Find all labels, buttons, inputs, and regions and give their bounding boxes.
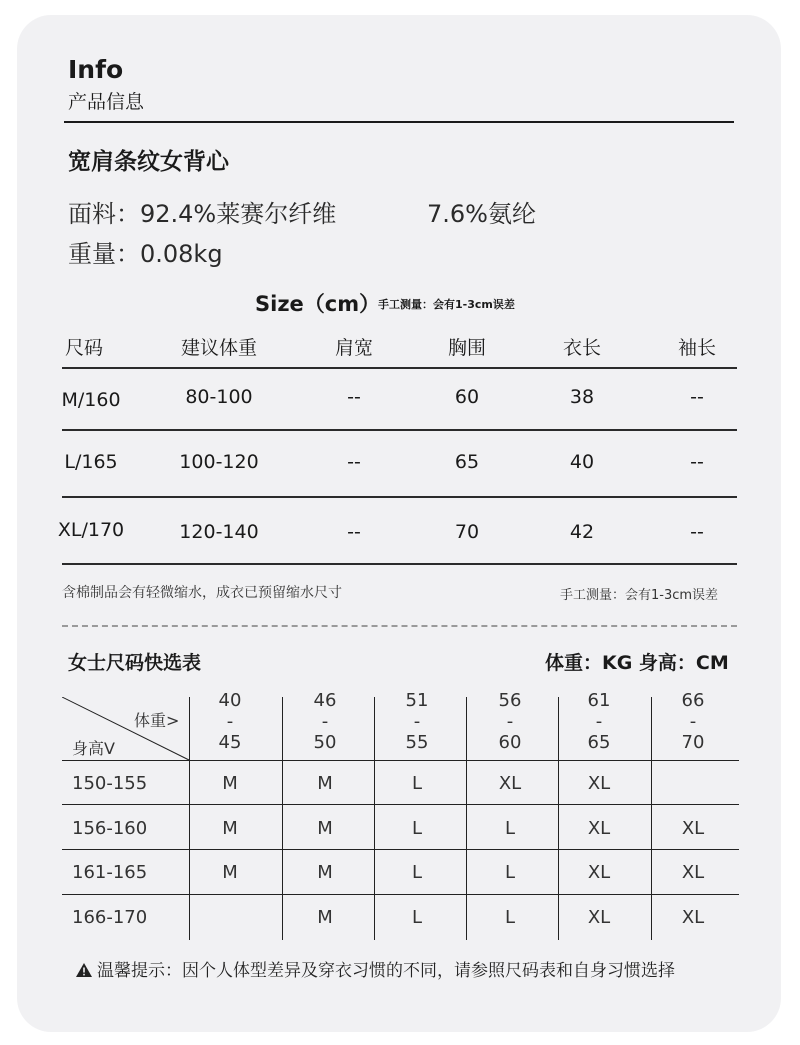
weight-range-header: 66 - 70 [681,690,705,753]
grid-line [62,894,739,895]
size-recommendation: XL [587,773,611,794]
size-recommendation: M [317,818,333,839]
shoulder-cell: -- [347,521,361,543]
size-recommendation: XL [498,773,522,794]
height-range-label: 150-155 [72,773,148,794]
col-header-weight: 建议体重 [180,337,258,359]
fabric-info: 面料：92.4%莱赛尔纤维 [68,200,337,228]
weight-cell: 80-100 [185,386,253,408]
size-recommendation: L [411,907,423,928]
length-cell: 40 [569,451,595,473]
length-cell: 42 [569,521,595,543]
size-recommendation: M [222,773,238,794]
sleeve-cell: -- [690,451,704,473]
size-recommendation: L [504,862,516,883]
tip-text: 温馨提示：因个人体型差异及穿衣习惯的不同，请参照尺码表和自身习惯选择 [97,961,675,981]
size-recommendation: XL [681,862,705,883]
size-recommendation: L [411,773,423,794]
col-header-size: 尺码 [64,337,104,359]
sleeve-cell: -- [690,386,704,408]
weight-cell: 100-120 [179,451,259,473]
grid-line [62,849,739,850]
length-cell: 38 [569,386,595,408]
weight-range-header: 40 - 45 [218,690,242,753]
size-table-divider [62,429,737,431]
size-recommendation: L [411,862,423,883]
size-table-divider [62,563,737,565]
size-recommendation: M [317,773,333,794]
corner-height-label: 身高V [72,739,115,758]
size-cell: M/160 [61,389,121,411]
fabric-extra: 7.6%氨纶 [427,200,536,228]
header-divider [64,121,734,123]
shoulder-cell: -- [347,386,361,408]
bust-cell: 70 [454,521,480,543]
size-cell: XL/170 [57,519,125,541]
size-recommendation: L [504,818,516,839]
height-range-label: 166-170 [72,907,148,928]
bust-cell: 60 [454,386,480,408]
size-recommendation: L [411,818,423,839]
shoulder-cell: -- [347,451,361,473]
col-header-length: 衣长 [562,337,602,359]
height-range-label: 156-160 [72,818,148,839]
bust-cell: 65 [454,451,480,473]
size-recommendation: XL [681,818,705,839]
weight-range-header: 56 - 60 [498,690,522,753]
size-recommendation: M [222,862,238,883]
col-header-sleeve: 袖长 [677,337,717,359]
weight-range-header: 51 - 55 [405,690,429,753]
size-chart-title: Size（cm） [255,292,381,316]
corner-weight-label: 体重> [134,711,180,730]
product-name: 宽肩条纹女背心 [68,149,229,175]
size-recommendation: L [504,907,516,928]
size-table-divider [62,496,737,498]
tip-banner [75,956,675,983]
weight-range-header: 46 - 50 [313,690,337,753]
size-recommendation: M [317,907,333,928]
col-header-shoulder: 肩宽 [334,337,374,359]
size-recommendation: XL [681,907,705,928]
warning-icon [75,962,93,983]
quick-table-unit: 体重：KG 身高：CM [545,652,729,674]
grid-line [62,804,739,805]
size-recommendation: XL [587,818,611,839]
size-recommendation: M [222,818,238,839]
size-recommendation: XL [587,907,611,928]
weight-cell: 120-140 [179,521,259,543]
quick-table-title: 女士尺码快选表 [68,652,202,674]
height-range-label: 161-165 [72,862,148,883]
dashed-divider [62,625,737,627]
weight-range-header: 61 - 65 [587,690,611,753]
size-recommendation: M [317,862,333,883]
size-table-divider [62,367,737,369]
section-title-en: Info [68,55,124,84]
shrink-note: 含棉制品会有轻微缩水，成衣已预留缩水尺寸 [62,585,342,601]
section-title-cn: 产品信息 [68,91,145,113]
size-chart-note: 手工测量：会有1-3cm误差 [378,298,515,311]
size-recommendation: XL [587,862,611,883]
measure-note: 手工测量：会有1-3cm误差 [560,588,719,603]
size-cell: L/165 [64,451,118,473]
sleeve-cell: -- [690,521,704,543]
col-header-bust: 胸围 [447,337,487,359]
weight-info: 重量：0.08kg [68,240,223,268]
